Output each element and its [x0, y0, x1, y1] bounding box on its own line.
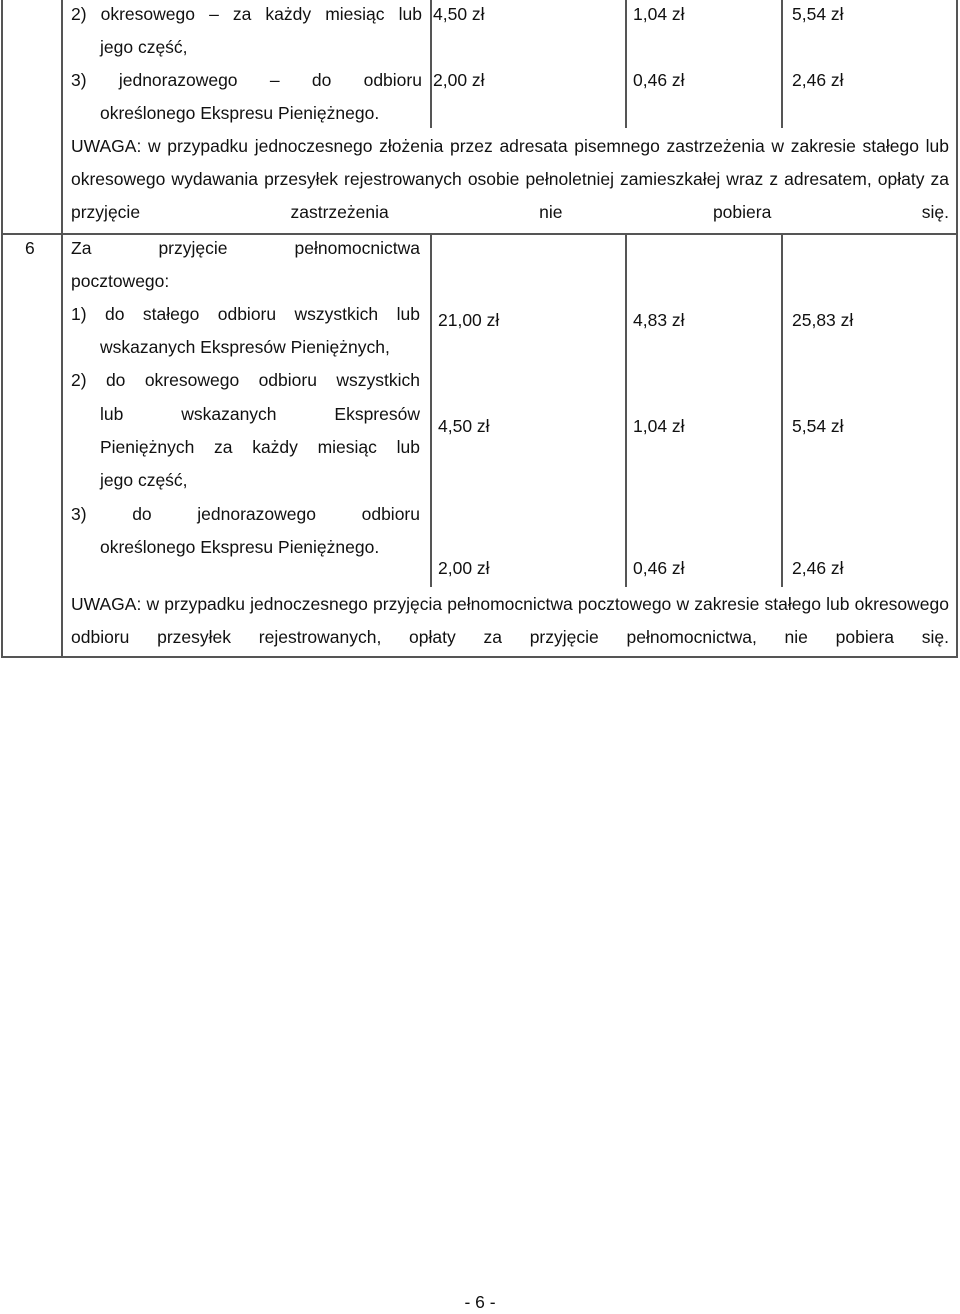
- word: wszystkich: [294, 304, 379, 324]
- word: do: [132, 504, 152, 524]
- word: 3): [71, 504, 87, 524]
- word: odbioru: [361, 504, 420, 524]
- net-column-divider-row6: [430, 234, 432, 587]
- row6-item2-line4: jego część,: [100, 470, 188, 490]
- row6-price3-vat: 0,46 zł: [633, 558, 685, 578]
- row2-gross-price: 5,54 zł: [792, 4, 844, 24]
- row6-price3-gross: 2,46 zł: [792, 558, 844, 578]
- word: Za: [71, 238, 92, 258]
- word: Pieniężnych: [100, 437, 195, 457]
- word: do: [311, 70, 332, 90]
- word: 3): [71, 70, 87, 90]
- word: każdy: [252, 437, 298, 457]
- word: odbioru: [217, 304, 277, 324]
- word: jednorazowego: [118, 70, 238, 90]
- row6-price2-net: 4,50 zł: [438, 416, 490, 436]
- word: 2): [71, 370, 87, 390]
- word: stałego: [142, 304, 200, 324]
- row6-item2-line2: [100, 404, 420, 425]
- vat-column-divider-row6: [625, 234, 627, 587]
- item3-description-line1: [71, 70, 422, 91]
- note-power-of-attorney: UWAGA: w przypadku jednoczesnego przyjęcia pełnomocnictwa pocztowego w zakresie stałego lub okresowego odbioru przesyłek rejestrowanych, opłaty za przyjęcie pełnomocnictwa, nie pobiera się.: [71, 594, 949, 647]
- row6-item1-line1: [71, 304, 420, 325]
- item2-description-line2: jego część,: [100, 37, 188, 57]
- row6-price2-gross: 5,54 zł: [792, 416, 844, 436]
- word: miesiąc: [325, 4, 385, 24]
- row6-price3-net: 2,00 zł: [438, 558, 490, 578]
- word: każdy: [265, 4, 312, 24]
- net-column-divider-top: [430, 0, 432, 128]
- row6-item3-line1: [71, 504, 420, 525]
- table-right-border: [956, 0, 958, 657]
- word: odbioru: [258, 370, 317, 390]
- row6-item3-line2: określonego Ekspresu Pieniężnego.: [100, 537, 380, 557]
- word: przyjęcie: [158, 238, 228, 258]
- row6-item1-line2: wskazanych Ekspresów Pieniężnych,: [100, 337, 390, 357]
- page-number: - 6 -: [464, 1292, 496, 1312]
- row6-title-line2: pocztowego:: [71, 271, 170, 291]
- row6-price2-vat: 1,04 zł: [633, 416, 685, 436]
- word: za: [214, 437, 233, 457]
- item3-description-line2: określonego Ekspresu Pieniężnego.: [100, 103, 380, 123]
- row6-item2-line3: [100, 437, 420, 458]
- word: 2): [71, 4, 87, 24]
- row3-vat: 0,46 zł: [633, 70, 685, 90]
- gross-column-divider-top: [781, 0, 783, 128]
- number-column-divider: [61, 0, 63, 657]
- word: miesiąc: [317, 437, 377, 457]
- row2-vat: 1,04 zł: [633, 4, 685, 24]
- row6-number: 6: [25, 238, 35, 258]
- row6-item2-line1: [71, 370, 420, 391]
- word: Ekspresów: [334, 404, 420, 424]
- word: wszystkich: [336, 370, 420, 390]
- word: odbioru: [363, 70, 422, 90]
- word: za: [232, 4, 252, 24]
- gross-column-divider-row6: [781, 234, 783, 587]
- word: do: [104, 304, 125, 324]
- word: 1): [71, 304, 87, 324]
- row6-price1-gross: 25,83 zł: [792, 310, 854, 330]
- row2-net-price: 4,50 zł: [433, 4, 485, 24]
- vat-column-divider-top: [625, 0, 627, 128]
- word: okresowego: [144, 370, 240, 390]
- row3-gross-price: 2,46 zł: [792, 70, 844, 90]
- word: –: [269, 70, 280, 90]
- row6-title-line1: [71, 238, 420, 259]
- row3-net-price: 2,00 zł: [433, 70, 485, 90]
- word: pełnomocnictwa: [294, 238, 420, 258]
- note-reservation: UWAGA: w przypadku jednoczesnego złożenia przez adresata pisemnego zastrzeżenia w zakresie stałego lub okresowego wydawania przesyłek rejestrowanych osobie pełnoletniej zamieszkałej wraz z adresatem, opłaty za przyjęcie zastrzeżenia nie pobiera się.: [71, 136, 949, 222]
- word: jednorazowego: [197, 504, 316, 524]
- word: lub: [398, 4, 422, 24]
- word: lub: [100, 404, 124, 424]
- row6-price1-vat: 4,83 zł: [633, 310, 685, 330]
- item2-description-line1: [71, 4, 422, 25]
- word: wskazanych: [181, 404, 277, 424]
- row6-price1-net: 21,00 zł: [438, 310, 500, 330]
- word: do: [105, 370, 126, 390]
- word: lub: [396, 304, 420, 324]
- table-left-border: [1, 0, 3, 657]
- word: okresowego: [100, 4, 195, 24]
- word: lub: [396, 437, 420, 457]
- word: –: [209, 4, 219, 24]
